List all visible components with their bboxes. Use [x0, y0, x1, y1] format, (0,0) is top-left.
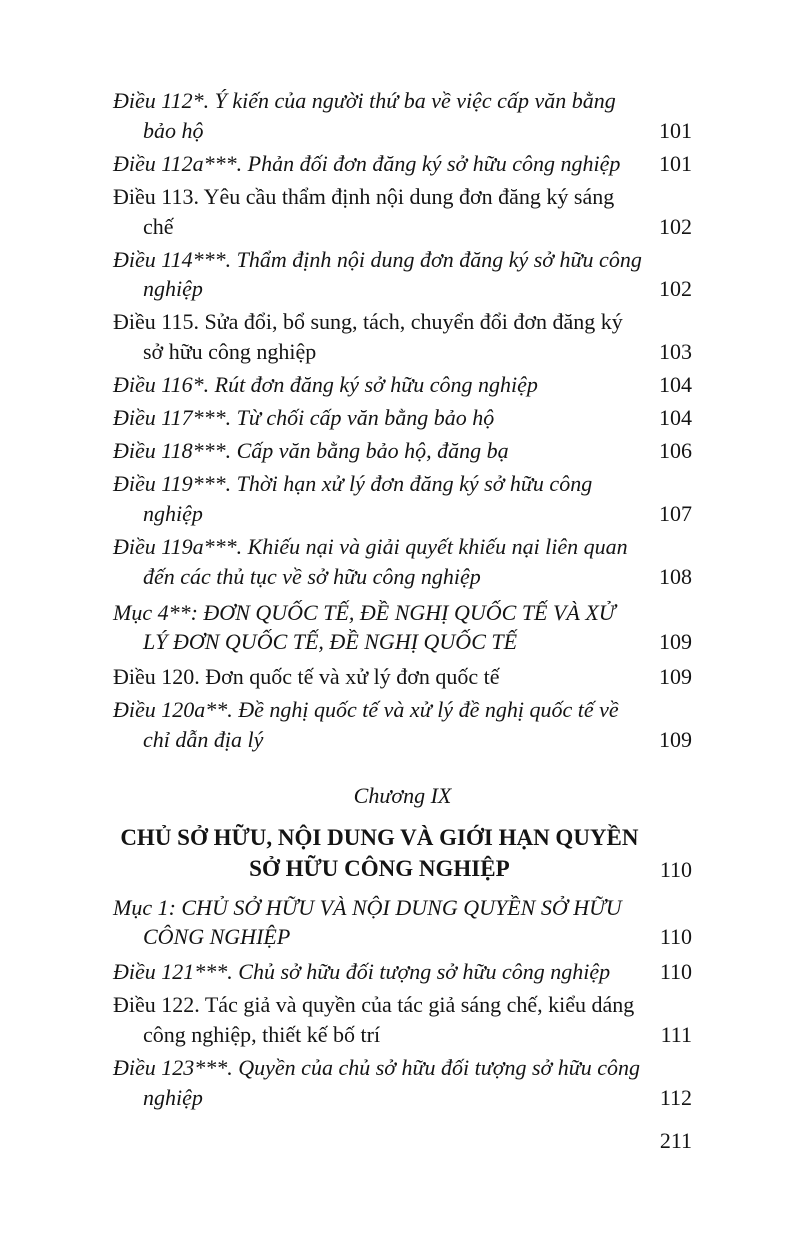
toc-entry-text: CHỦ SỞ HỮU, NỘI DUNG VÀ GIỚI HẠN QUYỀN SỞ HỮU CÔNG NGHIỆP [120, 824, 639, 881]
toc-entry-text: Điều 122. Tác giả và quyền của tác giả sáng chế, kiểu dáng công nghiệp, thiết kế bố trí [113, 992, 635, 1048]
toc-entry [113, 469, 692, 529]
toc-entry [113, 86, 692, 146]
toc-entry [113, 823, 692, 885]
toc-entry-page-number: 110 [659, 924, 692, 950]
toc-entry-text: Điều 112a***. Phản đối đơn đăng ký sở hữu công nghiệp [113, 150, 621, 176]
footer-page-number: 211 [659, 1128, 692, 1153]
toc-entry-page-number: 101 [659, 117, 692, 143]
toc-entry-page-number: 106 [659, 437, 692, 463]
toc-entry-page-number: 110 [659, 959, 692, 985]
toc-entry-page-number: 111 [660, 1022, 692, 1048]
toc-entry-text: Mục 4**: ĐƠN QUỐC TẾ, ĐỀ NGHỊ QUỐC TẾ VÀ XỬ LÝ ĐƠN QUỐC TẾ, ĐỀ NGHỊ QUỐC TẾ [113, 599, 616, 655]
toc-entry [113, 149, 692, 179]
toc-entry-page-number: 102 [659, 276, 692, 302]
toc-entry-page-number: 101 [659, 150, 692, 176]
toc-entry-page-number: 109 [659, 727, 692, 753]
toc-entry-page-number: 112 [659, 1085, 692, 1110]
toc-entry-text: Điều 113. Yêu cầu thẩm định nội dung đơn đăng ký sáng chế [113, 183, 615, 239]
toc-entry [113, 307, 692, 367]
toc-entry-page-number: 104 [659, 372, 692, 398]
toc-entry [113, 182, 692, 242]
toc-entry-text: Điều 119***. Thời hạn xử lý đơn đăng ký sở hữu công nghiệp [113, 470, 593, 526]
toc-entry-page-number: 107 [659, 500, 692, 526]
toc-entry [113, 695, 692, 755]
toc-entry-text: Điều 120. Đơn quốc tế và xử lý đơn quốc tế [113, 664, 500, 690]
table-of-contents [113, 86, 692, 1113]
toc-entry-text: Điều 114***. Thẩm định nội dung đơn đăng ký sở hữu công nghiệp [113, 246, 642, 302]
toc-entry [113, 781, 692, 811]
toc-entry-text: Chương IX [353, 783, 452, 809]
toc-entry-page-number: 110 [659, 856, 692, 882]
toc-entry-page-number: 103 [659, 339, 692, 365]
toc-entry-text: Điều 112*. Ý kiến của người thứ ba về việc cấp văn bằng bảo hộ [113, 88, 616, 143]
toc-entry-page-number: 109 [659, 629, 692, 655]
toc-entry-text: Điều 119a***. Khiếu nại và giải quyết khiếu nại liên quan đến các thủ tục về sở hữu công nghiệp [113, 533, 628, 589]
toc-entry-text: Mục 1: CHỦ SỞ HỮU VÀ NỘI DUNG QUYỀN SỞ HỮU CÔNG NGHIỆP [113, 894, 622, 950]
toc-entry-text: Điều 123***. Quyền của chủ sở hữu đối tượng sở hữu công nghiệp [113, 1055, 641, 1110]
toc-entry-page-number: 102 [659, 213, 692, 239]
toc-entry-page-number: 104 [659, 405, 692, 431]
toc-entry-text: Điều 120a**. Đề nghị quốc tế và xử lý đề nghị quốc tế về chỉ dẫn địa lý [113, 697, 619, 753]
toc-entry-text: Điều 115. Sửa đổi, bổ sung, tách, chuyển đổi đơn đăng ký sở hữu công nghiệp [113, 309, 623, 365]
toc-entry [113, 245, 692, 305]
toc-entry [113, 957, 692, 987]
toc-entry [113, 370, 692, 400]
toc-entry-text: Điều 117***. Từ chối cấp văn bằng bảo hộ [113, 405, 495, 431]
toc-entry [113, 598, 692, 658]
toc-entry [113, 990, 692, 1050]
toc-entry [113, 1053, 692, 1113]
toc-entry [113, 403, 692, 433]
toc-entry-text: Điều 118***. Cấp văn bằng bảo hộ, đăng bạ [113, 437, 509, 463]
toc-entry [113, 532, 692, 592]
toc-entry [113, 662, 692, 692]
toc-entry [113, 893, 692, 953]
toc-entry-text: Điều 116*. Rút đơn đăng ký sở hữu công nghiệp [113, 372, 538, 398]
toc-entry-page-number: 109 [659, 664, 692, 690]
toc-entry-text: Điều 121***. Chủ sở hữu đối tượng sở hữu công nghiệp [113, 959, 611, 985]
toc-entry [113, 436, 692, 466]
toc-entry-page-number: 108 [659, 563, 692, 589]
